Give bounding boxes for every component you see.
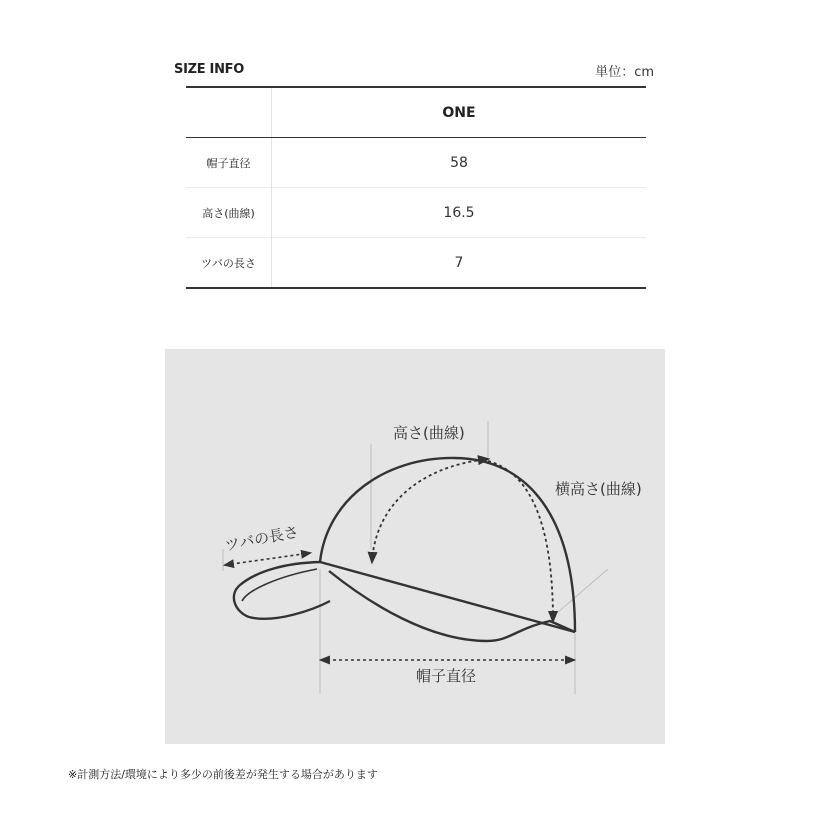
height-arrow xyxy=(372,459,488,562)
height-label: 高さ(曲線) xyxy=(393,424,465,442)
table-corner-cell xyxy=(186,87,272,138)
table-row xyxy=(186,138,646,188)
row-label-height: 高さ(曲線) xyxy=(186,188,272,238)
measurement-footnote: ※計測方法/環境により多少の前後差が発生する場合があります xyxy=(68,768,378,781)
row-value-diameter: 58 xyxy=(450,154,468,171)
table-row xyxy=(186,238,646,289)
row-label-brim: ツバの長さ xyxy=(186,238,272,289)
side-height-label: 横高さ(曲線) xyxy=(555,480,642,498)
table-header-row xyxy=(186,87,646,138)
brim-length-label: ツバの長さ xyxy=(223,522,301,555)
cap-measurement-diagram xyxy=(165,349,665,744)
diameter-label: 帽子直径 xyxy=(416,667,477,685)
cap-brim-inner xyxy=(242,569,317,601)
cap-brim-outline xyxy=(234,562,330,619)
unit-label: 単位：cm xyxy=(595,65,654,80)
cap-band-outline xyxy=(329,571,575,641)
size-table xyxy=(186,86,646,289)
side-height-arrow xyxy=(488,461,553,621)
cap-crown-outline xyxy=(320,458,575,632)
row-label-diameter: 帽子直径 xyxy=(186,138,272,188)
table-row xyxy=(186,188,646,238)
column-header-one: ONE xyxy=(272,87,647,138)
row-value-brim: 7 xyxy=(272,238,647,289)
row-value-height: 16.5 xyxy=(272,188,647,238)
cap-brim-top xyxy=(320,562,575,632)
size-info-title: SIZE INFO xyxy=(174,62,244,77)
